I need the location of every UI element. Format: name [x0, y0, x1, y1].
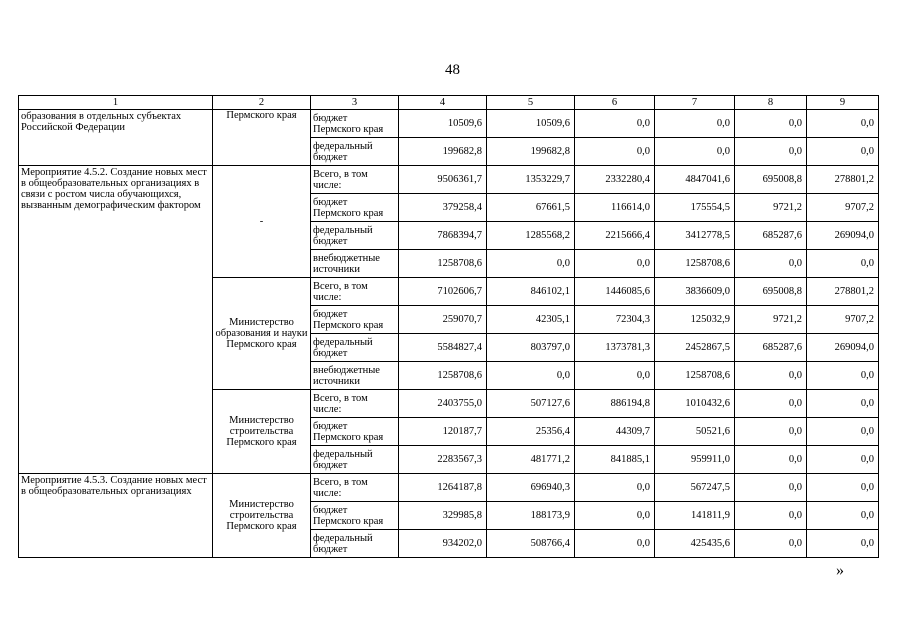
value-cell: 0,0 — [735, 418, 807, 446]
executor-cell: Пермского края — [213, 110, 311, 166]
closing-quote: » — [836, 562, 844, 579]
table-row — [19, 110, 879, 138]
funding-source-cell: федеральный бюджет — [311, 222, 399, 250]
value-cell: 0,0 — [575, 250, 655, 278]
header-cell: 5 — [487, 96, 575, 110]
value-cell: 0,0 — [807, 502, 879, 530]
header-cell: 8 — [735, 96, 807, 110]
value-cell: 259070,7 — [399, 306, 487, 334]
value-cell: 9721,2 — [735, 194, 807, 222]
executor-cell: - — [213, 166, 311, 278]
value-cell: 1258708,6 — [399, 250, 487, 278]
value-cell: 2332280,4 — [575, 166, 655, 194]
value-cell: 425435,6 — [655, 530, 735, 558]
value-cell: 0,0 — [735, 502, 807, 530]
value-cell: 886194,8 — [575, 390, 655, 418]
funding-source-cell: федеральный бюджет — [311, 334, 399, 362]
header-cell: 9 — [807, 96, 879, 110]
value-cell: 0,0 — [735, 362, 807, 390]
value-cell: 7102606,7 — [399, 278, 487, 306]
value-cell: 567247,5 — [655, 474, 735, 502]
value-cell: 0,0 — [655, 138, 735, 166]
header-cell: 2 — [213, 96, 311, 110]
value-cell: 199682,8 — [399, 138, 487, 166]
value-cell: 329985,8 — [399, 502, 487, 530]
value-cell: 2403755,0 — [399, 390, 487, 418]
funding-source-cell: Всего, в том числе: — [311, 166, 399, 194]
value-cell: 10509,6 — [399, 110, 487, 138]
value-cell: 1258708,6 — [655, 362, 735, 390]
value-cell: 50521,6 — [655, 418, 735, 446]
funding-source-cell: бюджет Пермского края — [311, 194, 399, 222]
value-cell: 3412778,5 — [655, 222, 735, 250]
value-cell: 934202,0 — [399, 530, 487, 558]
value-cell: 803797,0 — [487, 334, 575, 362]
funding-source-cell: федеральный бюджет — [311, 530, 399, 558]
value-cell: 10509,6 — [487, 110, 575, 138]
header-cell: 7 — [655, 96, 735, 110]
value-cell: 72304,3 — [575, 306, 655, 334]
funding-source-cell: Всего, в том числе: — [311, 278, 399, 306]
value-cell: 116614,0 — [575, 194, 655, 222]
value-cell: 1258708,6 — [399, 362, 487, 390]
value-cell: 685287,6 — [735, 334, 807, 362]
value-cell: 120187,7 — [399, 418, 487, 446]
value-cell: 269094,0 — [807, 334, 879, 362]
page-number: 48 — [445, 62, 460, 78]
value-cell: 3836609,0 — [655, 278, 735, 306]
value-cell: 141811,9 — [655, 502, 735, 530]
value-cell: 2452867,5 — [655, 334, 735, 362]
value-cell: 695008,8 — [735, 166, 807, 194]
value-cell: 9506361,7 — [399, 166, 487, 194]
value-cell: 695008,8 — [735, 278, 807, 306]
value-cell: 0,0 — [655, 110, 735, 138]
value-cell: 175554,5 — [655, 194, 735, 222]
value-cell: 44309,7 — [575, 418, 655, 446]
value-cell: 0,0 — [807, 138, 879, 166]
value-cell: 0,0 — [735, 530, 807, 558]
value-cell: 841885,1 — [575, 446, 655, 474]
value-cell: 0,0 — [807, 390, 879, 418]
value-cell: 0,0 — [575, 110, 655, 138]
value-cell: 0,0 — [807, 418, 879, 446]
value-cell: 1285568,2 — [487, 222, 575, 250]
value-cell: 5584827,4 — [399, 334, 487, 362]
header-cell: 1 — [19, 96, 213, 110]
value-cell: 507127,6 — [487, 390, 575, 418]
value-cell: 685287,6 — [735, 222, 807, 250]
value-cell: 0,0 — [735, 446, 807, 474]
funding-source-cell: Всего, в том числе: — [311, 390, 399, 418]
value-cell: 9721,2 — [735, 306, 807, 334]
value-cell: 188173,9 — [487, 502, 575, 530]
value-cell: 4847041,6 — [655, 166, 735, 194]
value-cell: 1264187,8 — [399, 474, 487, 502]
funding-source-cell: федеральный бюджет — [311, 446, 399, 474]
value-cell: 0,0 — [807, 110, 879, 138]
executor-cell: Министерство строительства Пермского края — [213, 390, 311, 474]
table-row — [19, 166, 879, 194]
value-cell: 0,0 — [807, 362, 879, 390]
value-cell: 379258,4 — [399, 194, 487, 222]
header-row — [19, 96, 879, 110]
value-cell: 199682,8 — [487, 138, 575, 166]
value-cell: 1010432,6 — [655, 390, 735, 418]
value-cell: 696940,3 — [487, 474, 575, 502]
value-cell: 0,0 — [807, 250, 879, 278]
value-cell: 278801,2 — [807, 278, 879, 306]
header-cell: 4 — [399, 96, 487, 110]
value-cell: 1258708,6 — [655, 250, 735, 278]
budget-table — [18, 95, 879, 558]
table-row — [19, 474, 879, 502]
value-cell: 508766,4 — [487, 530, 575, 558]
value-cell: 278801,2 — [807, 166, 879, 194]
value-cell: 959911,0 — [655, 446, 735, 474]
value-cell: 42305,1 — [487, 306, 575, 334]
value-cell: 0,0 — [735, 138, 807, 166]
funding-source-cell: бюджет Пермского края — [311, 110, 399, 138]
value-cell: 1353229,7 — [487, 166, 575, 194]
value-cell: 9707,2 — [807, 194, 879, 222]
value-cell: 1446085,6 — [575, 278, 655, 306]
value-cell: 2215666,4 — [575, 222, 655, 250]
value-cell: 0,0 — [735, 474, 807, 502]
value-cell: 0,0 — [735, 110, 807, 138]
value-cell: 9707,2 — [807, 306, 879, 334]
value-cell: 0,0 — [735, 250, 807, 278]
header-cell: 6 — [575, 96, 655, 110]
executor-cell: Министерство образования и науки Пермского края — [213, 278, 311, 390]
funding-source-cell: Всего, в том числе: — [311, 474, 399, 502]
value-cell: 0,0 — [575, 502, 655, 530]
value-cell: 0,0 — [487, 362, 575, 390]
value-cell: 7868394,7 — [399, 222, 487, 250]
value-cell: 0,0 — [575, 362, 655, 390]
value-cell: 125032,9 — [655, 306, 735, 334]
measure-name-cell: Мероприятие 4.5.2. Создание новых мест в общеобразовательных организациях в связи с ростом числа обучающихся, вызванным демографическим фактором — [19, 166, 213, 474]
value-cell: 25356,4 — [487, 418, 575, 446]
funding-source-cell: бюджет Пермского края — [311, 306, 399, 334]
executor-cell: Министерство строительства Пермского края — [213, 474, 311, 558]
value-cell: 0,0 — [575, 474, 655, 502]
value-cell: 269094,0 — [807, 222, 879, 250]
value-cell: 846102,1 — [487, 278, 575, 306]
value-cell: 0,0 — [575, 138, 655, 166]
value-cell: 0,0 — [575, 530, 655, 558]
funding-source-cell: федеральный бюджет — [311, 138, 399, 166]
value-cell: 67661,5 — [487, 194, 575, 222]
value-cell: 0,0 — [807, 446, 879, 474]
value-cell: 481771,2 — [487, 446, 575, 474]
value-cell: 0,0 — [735, 390, 807, 418]
value-cell: 0,0 — [807, 530, 879, 558]
header-cell: 3 — [311, 96, 399, 110]
funding-source-cell: внебюджетные источники — [311, 250, 399, 278]
value-cell: 0,0 — [487, 250, 575, 278]
funding-source-cell: внебюджетные источники — [311, 362, 399, 390]
funding-source-cell: бюджет Пермского края — [311, 418, 399, 446]
value-cell: 2283567,3 — [399, 446, 487, 474]
funding-source-cell: бюджет Пермского края — [311, 502, 399, 530]
measure-name-cell: Мероприятие 4.5.3. Создание новых мест в общеобразовательных организациях — [19, 474, 213, 558]
value-cell: 0,0 — [807, 474, 879, 502]
table-body — [19, 110, 879, 558]
value-cell: 1373781,3 — [575, 334, 655, 362]
measure-name-cell: образования в отдельных субъектах Российской Федерации — [19, 110, 213, 166]
